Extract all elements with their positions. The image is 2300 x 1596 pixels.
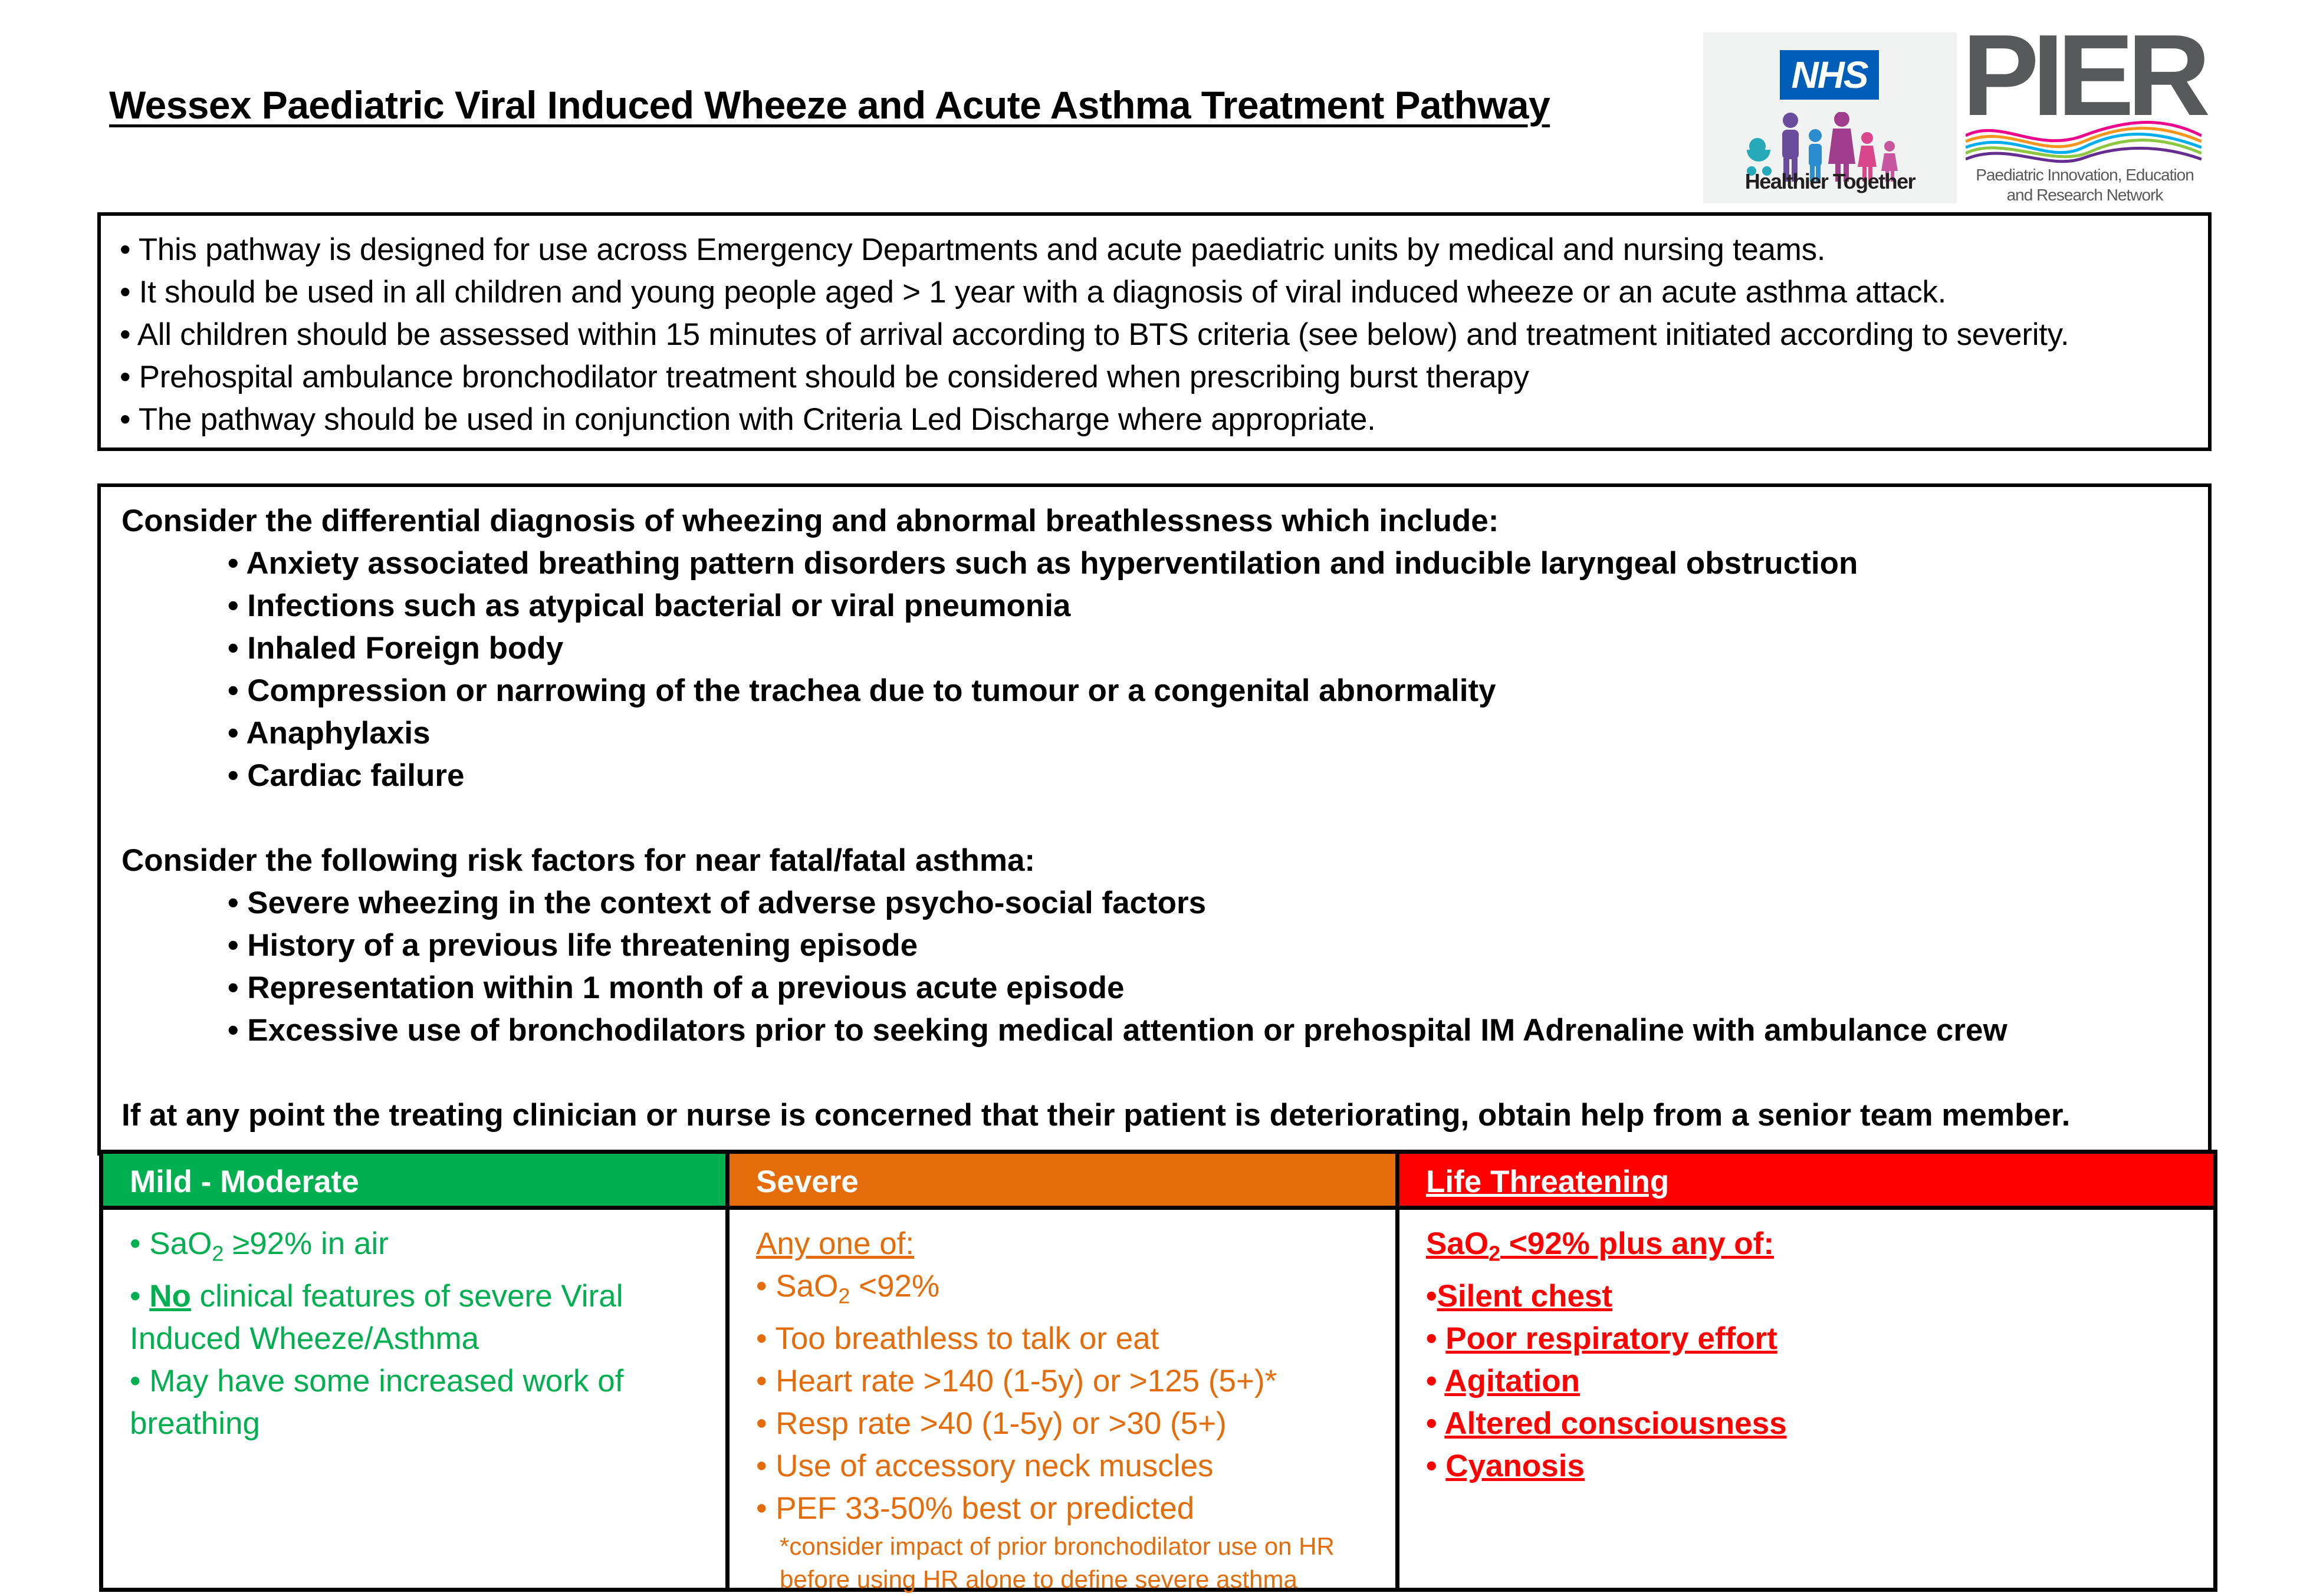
risk-factors-heading: Consider the following risk factors for near fatal/fatal asthma: [121, 843, 1036, 878]
severe-any-one-of: Any one of: [756, 1226, 915, 1261]
life-threatening-criteria [1395, 1210, 2213, 1588]
page-title: Wessex Paediatric Viral Induced Wheeze and Acute Asthma Treatment Pathway [109, 83, 1550, 127]
severe-header: Severe [725, 1154, 1395, 1210]
pier-subtitle-line1: Paediatric Innovation, Education [1976, 166, 2194, 184]
differential-item: • Anaphylaxis [228, 716, 431, 751]
life-criterion: • Poor respiratory effort [1426, 1321, 1777, 1356]
differential-item: • Infections such as atypical bacterial or viral pneumonia [228, 588, 1071, 623]
mild-no-features-criterion: • No clinical features of severe Viral Induced Wheeze/Asthma [130, 1278, 623, 1356]
deterioration-note: If at any point the treating clinician or nurse is concerned that their patient is deteriorating, obtain help from a senior team member. [121, 1098, 2071, 1133]
mild-work-of-breathing-criterion: • May have some increased work of breathing [130, 1363, 624, 1441]
pier-subtitle [1961, 165, 2209, 205]
intro-line: • Prehospital ambulance bronchodilator treatment should be considered when prescribing burst therapy [120, 360, 1529, 394]
intro-line: • The pathway should be used in conjunction with Criteria Led Discharge where appropriate. [120, 402, 1376, 437]
risk-factor-item: • Severe wheezing in the context of adverse psycho-social factors [228, 886, 1207, 920]
pathway-intro-box [97, 212, 2212, 451]
severe-criterion: • PEF 33-50% best or predicted [756, 1490, 1195, 1526]
mild-moderate-header: Mild - Moderate [103, 1154, 725, 1210]
pier-subtitle-line2: and Research Network [2006, 186, 2163, 204]
differential-item: • Compression or narrowing of the trachea due to tumour or a congenital abnormality [228, 673, 1496, 708]
differential-heading: Consider the differential diagnosis of wheezing and abnormal breathlessness which include: [121, 504, 1499, 538]
differential-diagnosis-box [97, 483, 2212, 1156]
severe-criteria [725, 1210, 1395, 1593]
life-criterion: • Altered consciousness [1426, 1406, 1787, 1441]
life-criterion: • Agitation [1426, 1363, 1580, 1398]
life-threatening-header: Life Threatening [1395, 1154, 2213, 1210]
severe-criterion: • Too breathless to talk or eat [756, 1321, 1159, 1356]
risk-factor-item: • Excessive use of bronchodilators prior to seeking medical attention or prehospital IM Adrenaline with ambulance crew [228, 1013, 2007, 1048]
severe-hr-note-line2: before using HR alone to define severe asthma [780, 1565, 1297, 1593]
life-criterion: • Cyanosis [1426, 1448, 1585, 1483]
nhs-tagline: Healthier Together [1744, 169, 1915, 193]
intro-line: • All children should be assessed within 15 minutes of arrival according to BTS criteria (see below) and treatment initiated according to severity. [120, 317, 2069, 352]
severity-table [99, 1150, 2217, 1592]
nhs-healthier-together-logo [1703, 32, 1957, 203]
differential-item: • Cardiac failure [228, 758, 465, 793]
life-sao2-criterion: SaO$_2$ <92% plus any of: [1426, 1226, 1774, 1266]
severe-hr-note-line1: *consider impact of prior bronchodilator use on HR [780, 1532, 1335, 1560]
pier-wordmark: PIER [1962, 11, 2204, 140]
risk-factor-item: • History of a previous life threatening episode [228, 928, 918, 963]
intro-line: • This pathway is designed for use across Emergency Departments and acute paediatric units by medical and nursing teams. [120, 232, 1826, 267]
differential-item: • Anxiety associated breathing pattern disorders such as hyperventilation and inducible laryngeal obstruction [228, 546, 1858, 581]
severe-sao2-criterion: • SaO$_2$ <92% [756, 1269, 940, 1308]
intro-line: • It should be used in all children and young people aged > 1 year with a diagnosis of viral induced wheeze or an acute asthma attack. [120, 275, 1947, 310]
mild-sao2-criterion: • SaO$_2$ ≥92% in air [130, 1226, 389, 1266]
differential-item: • Inhaled Foreign body [228, 631, 564, 666]
life-criterion: •Silent chest [1426, 1278, 1613, 1314]
pier-logo [1961, 11, 2209, 209]
risk-factor-item: • Representation within 1 month of a previous acute episode [228, 970, 1125, 1005]
nhs-badge: NHS [1780, 50, 1879, 100]
severe-criterion: • Use of accessory neck muscles [756, 1448, 1214, 1483]
severe-criterion: • Resp rate >40 (1-5y) or >30 (5+) [756, 1406, 1227, 1441]
severe-criterion: • Heart rate >140 (1-5y) or >125 (5+)* [756, 1363, 1277, 1398]
mild-moderate-criteria [103, 1210, 725, 1588]
